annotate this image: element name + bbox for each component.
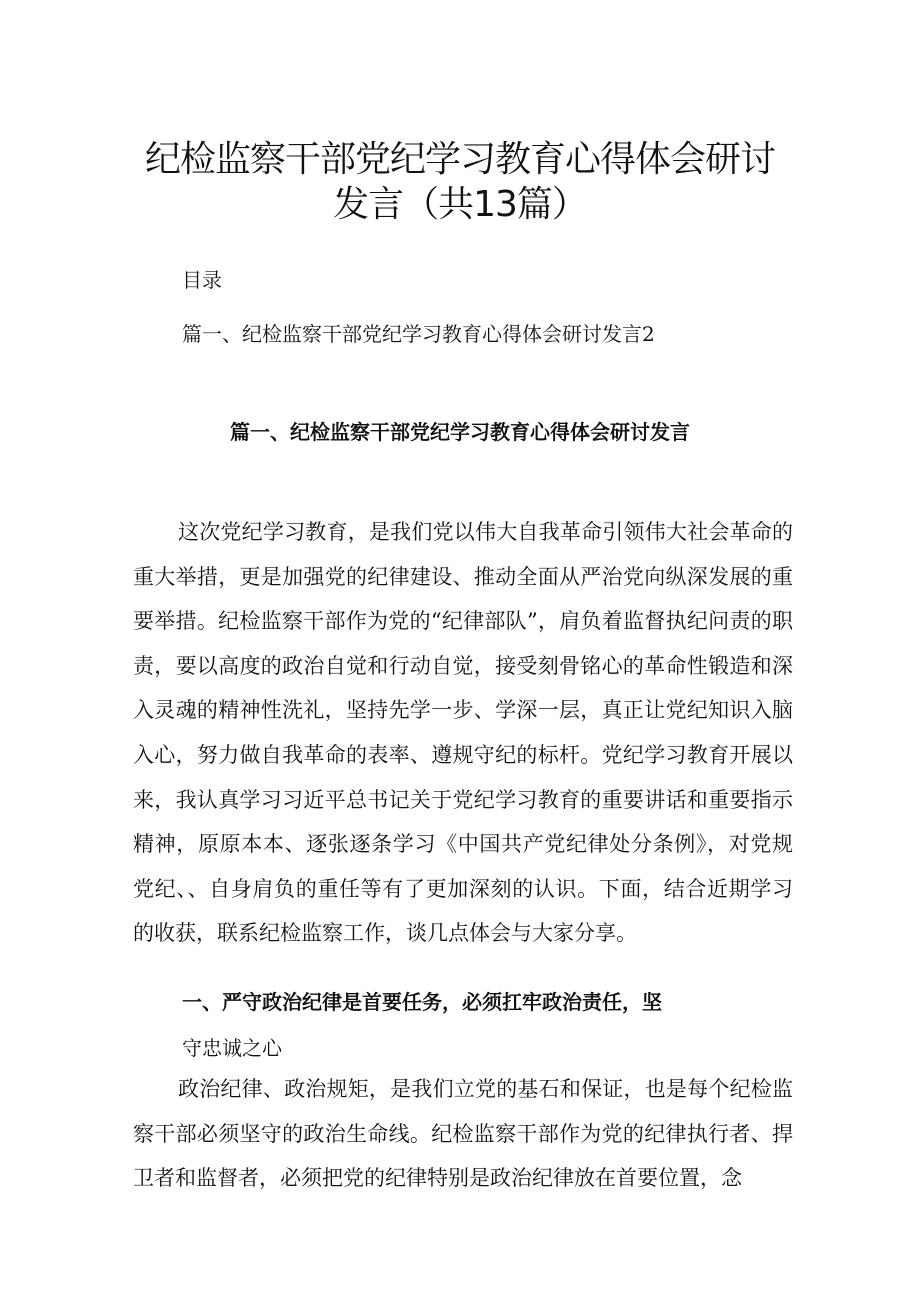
body-paragraph: 政治纪律、政治规矩，是我们立党的基石和保证，也是每个纪检监察干部必须坚守的政治生命线。纪检监察干部作为党的纪律执行者、捍卫者和监督者，必须把党的纪律特别是政治纪律放在首要位置，念 bbox=[133, 1077, 793, 1191]
section-heading-continuation: 守忠诚之心 bbox=[182, 1036, 282, 1060]
section-heading: 一、严守政治纪律是首要任务，必须扛牢政治责任，坚 bbox=[182, 990, 662, 1014]
document-title-line-2: 发言（共13篇） bbox=[333, 184, 587, 225]
toc-item: 篇一、纪检监察干部党纪学习教育心得体会研讨发言2 bbox=[182, 322, 655, 346]
toc-heading: 目录 bbox=[182, 268, 222, 292]
body-paragraph: 这次党纪学习教育，是我们党以伟大自我革命引领伟大社会革命的重大举措，更是加强党的纪律建设、推动全面从严治党向纵深发展的重要举措。纪检监察干部作为党的“纪律部队”，肩负着监督执纪问责的职责，要以高度的政治自觉和行动自觉，接受刻骨铭心的革命性锻造和深入灵魂的精神性洗礼，坚持先学一步、学深一层，真正让党纪知识入脑入心，努力做自我革命的表率、遵规守纪的标杆。党纪学习教育开展以来，我认真学习习近平总书记关于党纪学习教育的重要讲话和重要指示精神，原原本本、逐张逐条学习《中国共产党纪律处分条例》，对党规党纪、、自身肩负的重任等有了更加深刻的认识。下面，结合近期学习的收获，联系纪检监察工作，谈几点体会与大家分享。 bbox=[133, 520, 793, 946]
document-title-line-1: 纪检监察干部党纪学习教育心得体会研讨 bbox=[144, 139, 775, 180]
article-heading: 篇一、纪检监察干部党纪学习教育心得体会研讨发言 bbox=[230, 420, 690, 444]
